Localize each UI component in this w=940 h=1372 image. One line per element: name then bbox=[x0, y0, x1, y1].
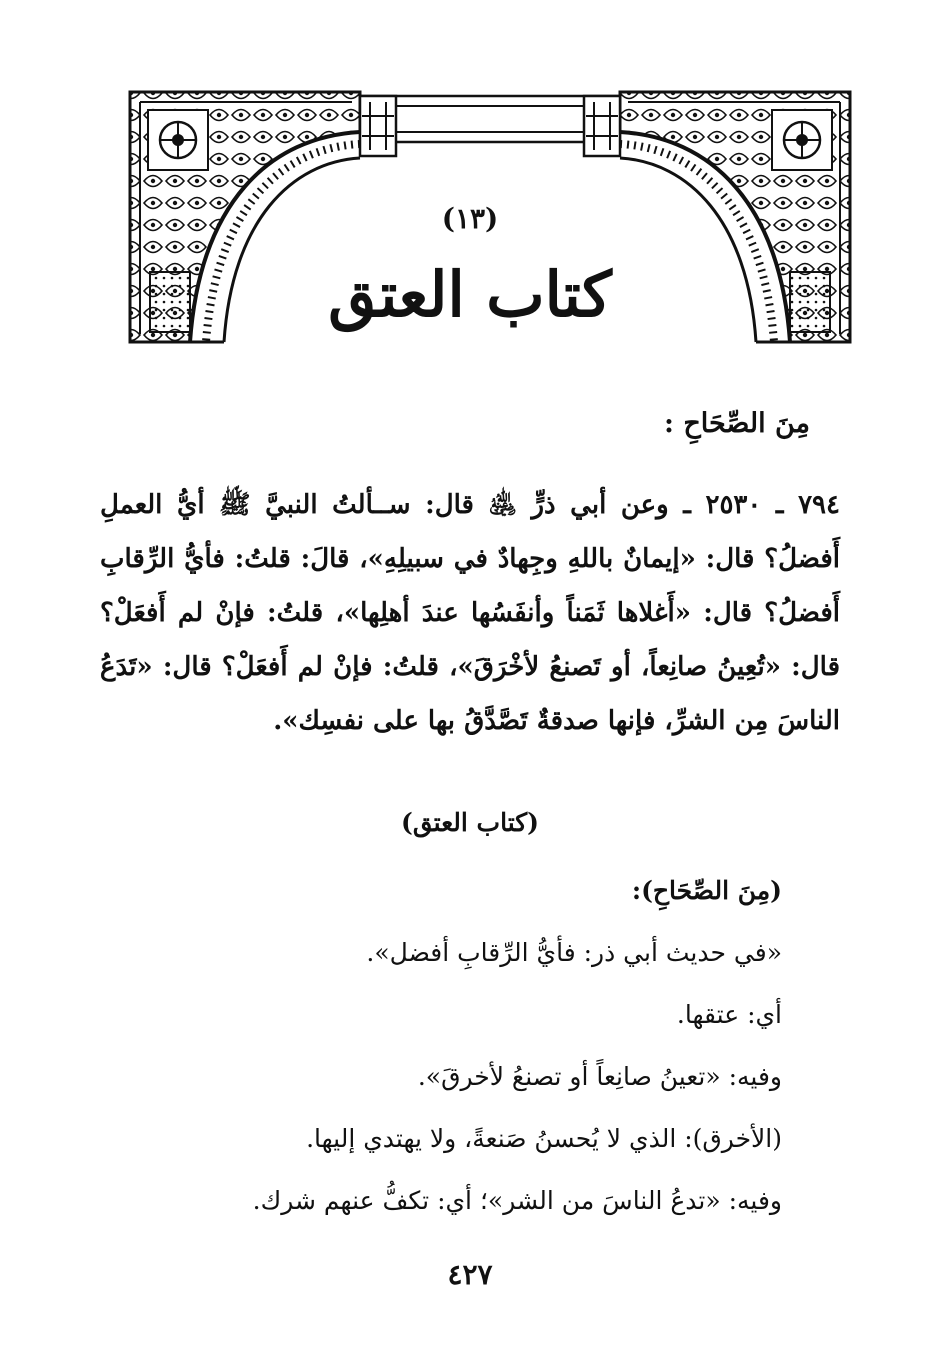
section-label: مِنَ الصِّحَاحِ : bbox=[663, 408, 810, 439]
commentary-heading: (كتاب العتق) bbox=[401, 808, 539, 837]
page-number: ٤٢٧ bbox=[447, 1258, 493, 1291]
commentary-line: (مِنَ الصِّحَاحِ): bbox=[631, 876, 782, 905]
chapter-number: (١٣) bbox=[441, 202, 499, 235]
commentary-line: (الأخرق): الذي لا يُحسنُ صَنعةً، ولا يهتدي إليها. bbox=[306, 1124, 782, 1153]
commentary-line: وفيه: «تدعُ الناسَ من الشر»؛ أي: تكفُّ عنهم شرك. bbox=[252, 1186, 782, 1215]
commentary-block bbox=[162, 860, 782, 1232]
commentary-line: «في حديث أبي ذر: فأيُّ الرِّقابِ أفضل». bbox=[366, 938, 782, 967]
hadith-paragraph: ٧٩٤ ـ ٢٥٣٠ ـ وعن أبي ذرٍّ ﵁ قال: ســألتُ النبيَّ ﷺ أيُّ العملِ أَفضلُ؟ قال: «إيمانٌ باللهِ وجِهادٌ في سبيلِهِ»، قالَ: قلتُ: فأيُّ الرِّقابِ أَفضلُ؟ قال: «أَغلاها ثَمَناً وأنفَسُها عندَ أهلِها»، قلتُ: فإنْ لم أَفعَلْ؟ قال: «تُعِينُ صانِعاً، أو تَصنعُ لأخْرَقَ»، قلتُ: فإنْ لم أَفعَلْ؟ قال: «تَدَعُ الناسَ مِن الشرِّ، فإنها صدقةٌ تَصَّدَّقُ بها على نفسِك». bbox=[100, 490, 840, 736]
commentary-line: وفيه: «تعينُ صانِعاً أو تصنعُ لأخرقَ». bbox=[417, 1062, 782, 1091]
hadith-text-block bbox=[100, 478, 840, 748]
commentary-line: أي: عتقها. bbox=[676, 1000, 782, 1029]
chapter-title: كتاب العتق bbox=[328, 258, 612, 331]
top-band bbox=[360, 96, 620, 156]
